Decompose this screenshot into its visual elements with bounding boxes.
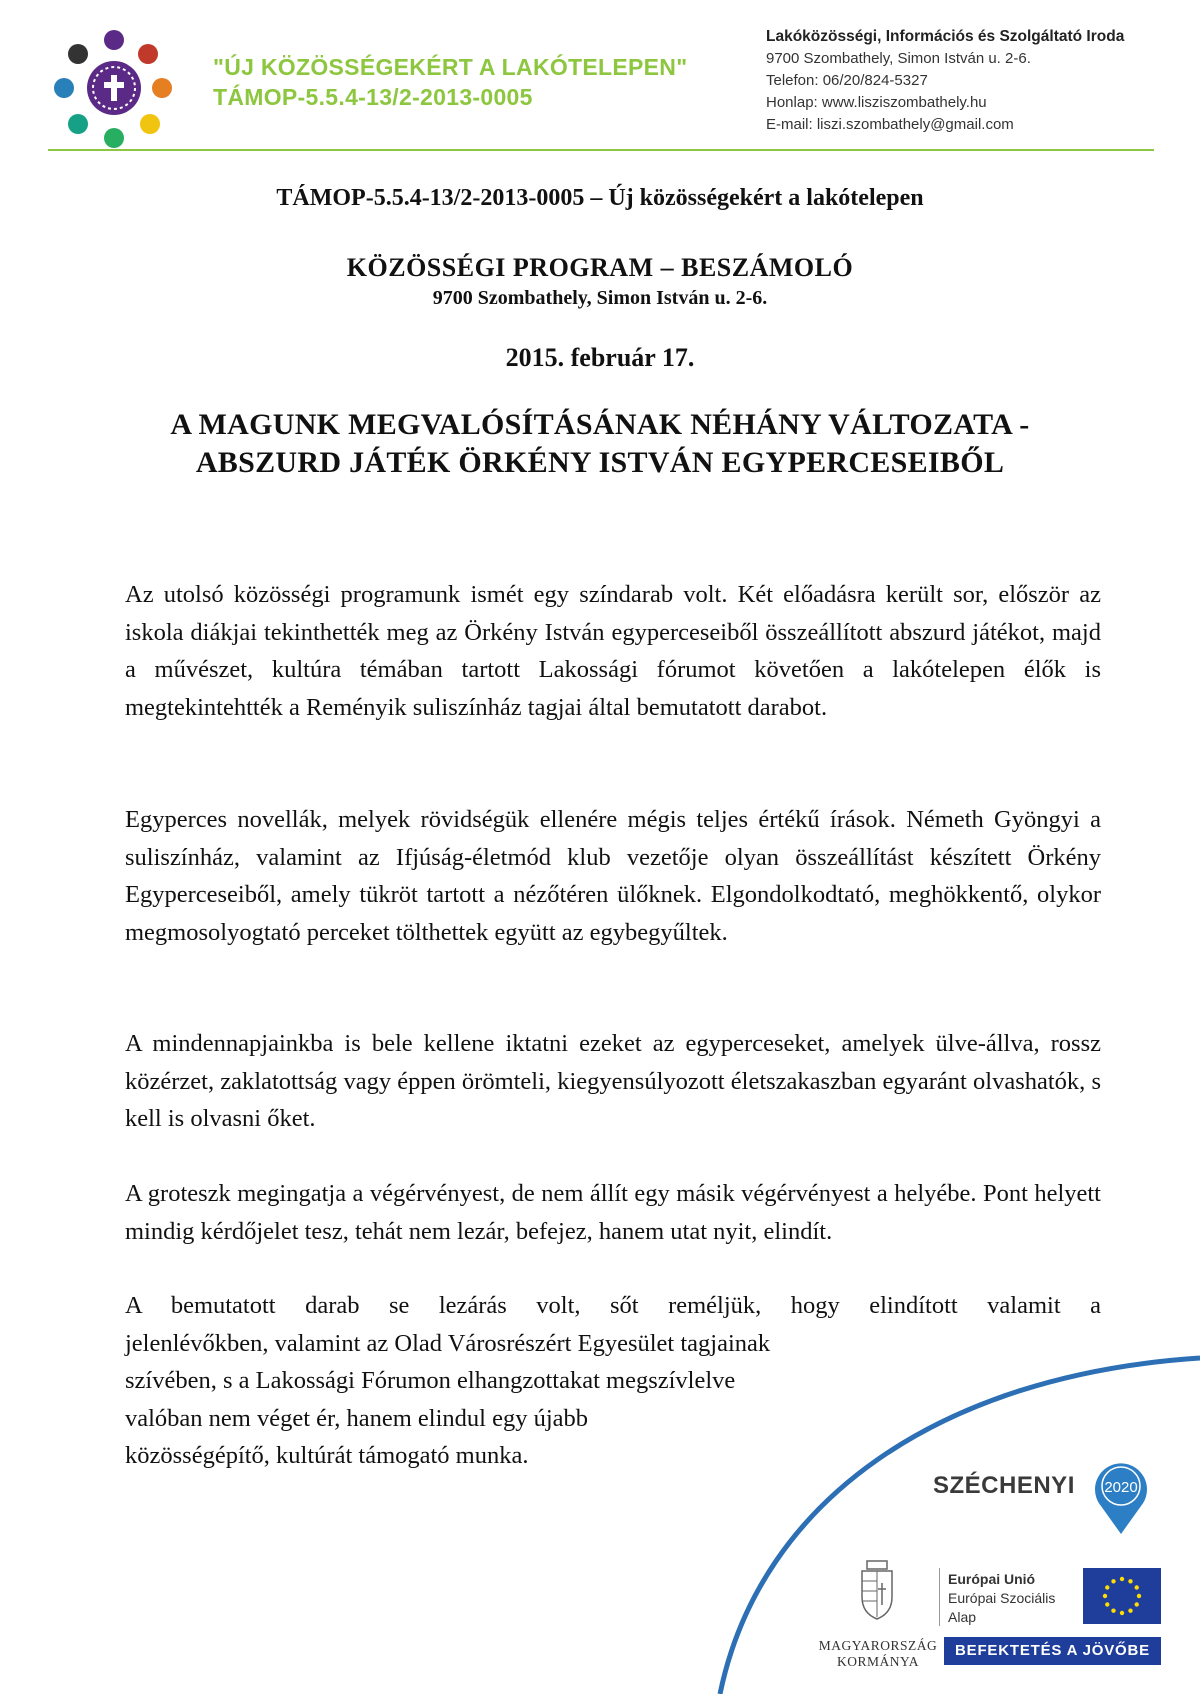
header-divider (48, 149, 1154, 151)
report-address: 9700 Szombathely, Simon István u. 2-6. (432, 287, 768, 309)
paragraph-3: A mindennapjainkba is bele kellene iktatni ezeket az egyperceseket, amelyek ülve-állva, rossz közérzet, zaklatottság vagy éppen örömteli, kiegyensúlyozott életszakaszban egyaránt olvashatók, s kell is olvasni őket. (125, 1030, 1101, 1132)
eu-line1: Európai Unió (948, 1571, 1036, 1587)
eu-divider (939, 1568, 940, 1626)
office-email: E-mail: liszi.szombathely@gmail.com (766, 116, 1014, 133)
paragraph-1: Az utolsó közösségi programunk ismét egy színdarab volt. Két előadásra került sor, először az iskola diákjai tekinthették meg az Örkény István egyperceseiből összeállított abszurd játékot, majd a művészet, kultúra témában tartott Lakossági fórumot követően a lakótelepen élők is megtekintehtték a Reményik suliszínház tagjai által bemutatott darabot. (125, 581, 1101, 721)
paragraph-4: A groteszk megingatja a végérvényest, de nem állít egy másik végérvényest a helyébe. Pont helyett mindig kérdőjelet tesz, tehát nem lezár, befejez, hanem utat nyit, elindít. (125, 1180, 1101, 1245)
eu-star (1111, 1609, 1115, 1613)
szechenyi-2020-badge (1093, 1458, 1149, 1534)
project-heading: TÁMOP-5.5.4-13/2-2013-0005 – Új közösségekért a lakótelepen (276, 185, 924, 211)
eu-star (1137, 1594, 1141, 1598)
office-name: Lakóközösségi, Információs és Szolgáltató Iroda (766, 28, 1125, 45)
paragraph-2: Egyperces novellák, melyek rövidségük ellenére mégis teljes értékű írások. Németh Gyöngyi a suliszínház, valamint az Ifjúság-életmód klub vezetője olyan összeállítást készített Örkény Egyperceseiből, amely tükröt tartott a nézőtéren ülőknek. Elgondolkodtató, meghökkentő, olykor megmosolyogtató perceket tölthettek együtt az egybegyűltek. (125, 806, 1101, 946)
eu-flag-icon (1083, 1568, 1161, 1624)
project-title-text: "ÚJ KÖZÖSSÉGEKÉRT A LAKÓTELEPEN" (213, 54, 688, 80)
eu-star (1120, 1577, 1124, 1581)
report-title (0, 406, 1200, 482)
szechenyi-label: SZÉCHENYI (933, 1472, 1075, 1499)
eu-fund-text (948, 1570, 1055, 1627)
eu-star (1135, 1602, 1139, 1606)
closing-line-3: szívében, s a Lakossági Fórumon elhangzottakat megszívlelve (125, 1367, 736, 1394)
report-title-line1: A MAGUNK MEGVALÓSÍTÁSÁNAK NÉHÁNY VÁLTOZATA - (170, 408, 1030, 441)
eu-slogan-banner: BEFEKTETÉS A JÖVŐBE (944, 1637, 1161, 1665)
eu-star (1103, 1594, 1107, 1598)
eu-star (1105, 1602, 1109, 1606)
eu-star (1105, 1585, 1109, 1589)
closing-paragraph (125, 1287, 1101, 1475)
report-heading: KÖZÖSSÉGI PROGRAM – BESZÁMOLÓ (346, 253, 854, 282)
project-title (213, 52, 687, 112)
closing-line-4: valóban nem véget ér, hanem elindul egy újabb (125, 1404, 588, 1432)
hungarian-coat-of-arms (852, 1555, 902, 1625)
closing-line-1: A bemutatott darab se lezárás volt, sőt reméljük, hogy elindított valamit a (125, 1292, 1101, 1319)
eu-star (1111, 1579, 1115, 1583)
eu-star (1128, 1579, 1132, 1583)
government-line1: MAGYARORSZÁG (818, 1638, 938, 1653)
closing-line-5: közösségépítő, kultúrát támogató munka. (125, 1442, 529, 1469)
eu-star (1135, 1585, 1139, 1589)
closing-line-2: jelenlévőkben, valamint az Olad Városrészért Egyesület tagjainak (125, 1329, 771, 1357)
eu-line3: Alap (948, 1609, 977, 1625)
eu-line2: Európai Szociális (948, 1590, 1056, 1606)
eu-star (1128, 1609, 1132, 1613)
report-title-line2: ABSZURD JÁTÉK ÖRKÉNY ISTVÁN EGYPERCESEIBŐL (195, 446, 1005, 479)
project-code: TÁMOP-5.5.4-13/2-2013-0005 (213, 84, 533, 110)
eu-star (1120, 1611, 1124, 1615)
government-name (812, 1638, 944, 1670)
office-web: Honlap: www.lisziszombathely.hu (766, 94, 987, 111)
government-line2: KORMÁNYA (836, 1654, 919, 1669)
community-wheel-logo (50, 22, 180, 152)
office-contact-block (766, 26, 1124, 136)
szechenyi-year: 2020 (1104, 1479, 1138, 1496)
office-phone: Telefon: 06/20/824-5327 (766, 72, 928, 89)
office-address: 9700 Szombathely, Simon István u. 2-6. (766, 50, 1031, 67)
letterhead (0, 0, 1200, 160)
report-date: 2015. február 17. (505, 343, 695, 372)
